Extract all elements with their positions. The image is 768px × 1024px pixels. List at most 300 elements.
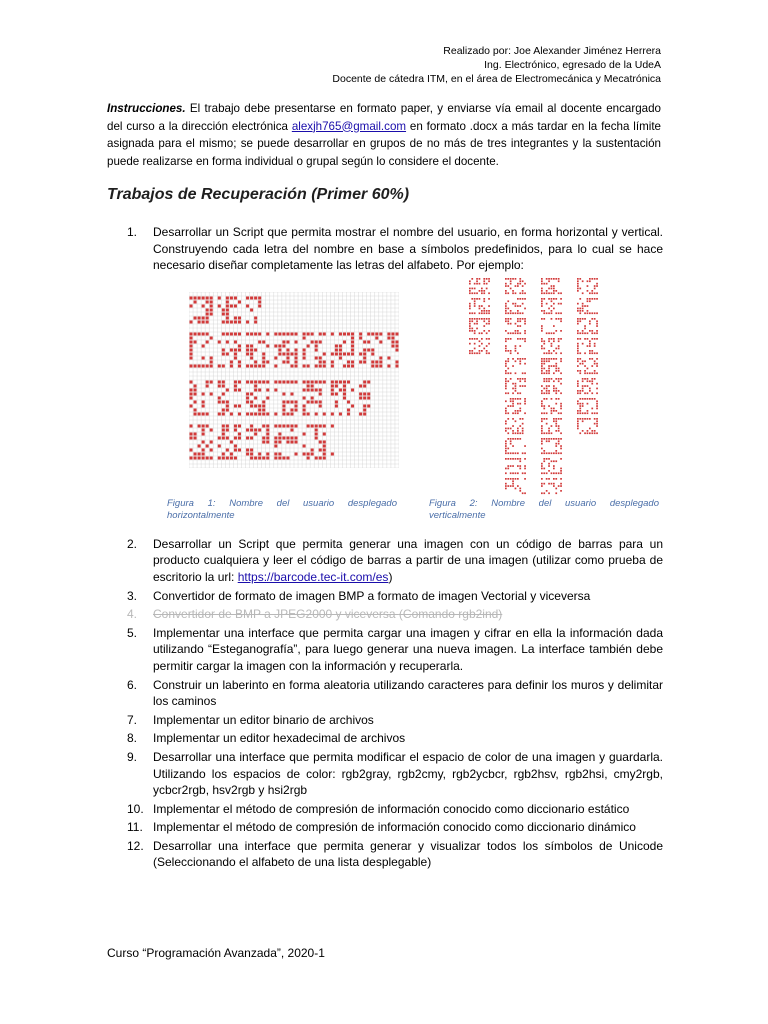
matrix-pixel bbox=[517, 330, 519, 332]
matrix-pixel bbox=[541, 463, 543, 465]
matrix-pixel bbox=[543, 292, 545, 294]
matrix-pixel bbox=[198, 332, 201, 335]
matrix-pixel bbox=[577, 390, 579, 392]
matrix-pixel bbox=[210, 356, 213, 359]
matrix-pixel bbox=[505, 330, 507, 332]
matrix-pixel bbox=[246, 412, 249, 415]
matrix-pixel bbox=[295, 380, 298, 383]
matrix-pixel bbox=[190, 332, 193, 335]
task-text-tail: ) bbox=[388, 569, 393, 584]
matrix-pixel bbox=[315, 428, 318, 431]
matrix-pixel bbox=[206, 320, 209, 323]
matrix-pixel bbox=[479, 278, 481, 280]
matrix-pixel bbox=[546, 472, 548, 474]
matrix-pixel bbox=[371, 352, 374, 355]
matrix-pixel bbox=[486, 283, 488, 285]
matrix-pixel bbox=[517, 478, 519, 480]
author-name: Realizado por: Joe Alexander Jiménez Herrera bbox=[443, 45, 661, 57]
matrix-pixel bbox=[596, 325, 598, 327]
matrix-pixel bbox=[258, 300, 261, 303]
matrix-pixel bbox=[218, 400, 221, 403]
matrix-pixel bbox=[555, 367, 557, 369]
matrix-pixel bbox=[515, 458, 517, 460]
matrix-pixel bbox=[278, 432, 281, 435]
matrix-pixel bbox=[596, 330, 598, 332]
matrix-pixel bbox=[238, 316, 241, 319]
matrix-pixel bbox=[577, 323, 579, 325]
matrix-pixel bbox=[551, 332, 553, 334]
matrix-pixel bbox=[522, 385, 524, 387]
matrix-pixel bbox=[548, 365, 550, 367]
matrix-pixel bbox=[507, 467, 509, 469]
matrix-pixel bbox=[282, 404, 285, 407]
matrix-pixel bbox=[367, 396, 370, 399]
matrix-pixel bbox=[587, 345, 589, 347]
task-text: Implementar una interface que permita cargar una imagen y cifrar en ella la información dada utilizando “Esteganografía”, para luego generar una nueva imagen. La interface también debe permitir cargar la imagen con la información y recuperarla. bbox=[153, 625, 663, 673]
matrix-pixel bbox=[250, 344, 253, 347]
matrix-pixel bbox=[560, 432, 562, 434]
matrix-pixel bbox=[522, 492, 524, 494]
matrix-pixel bbox=[505, 387, 507, 389]
matrix-pixel bbox=[577, 383, 579, 385]
matrix-pixel bbox=[591, 430, 593, 432]
matrix-pixel bbox=[596, 418, 598, 420]
task-text: Implementar el método de compresión de información conocido como diccionario dinámico bbox=[153, 820, 636, 835]
matrix-pixel bbox=[553, 452, 555, 454]
matrix-pixel bbox=[589, 432, 591, 434]
matrix-pixel bbox=[548, 438, 550, 440]
matrix-pixel bbox=[512, 458, 514, 460]
matrix-pixel bbox=[507, 452, 509, 454]
matrix-pixel bbox=[558, 472, 560, 474]
matrix-pixel bbox=[505, 423, 507, 425]
matrix-pixel bbox=[315, 388, 318, 391]
matrix-pixel bbox=[315, 432, 318, 435]
matrix-pixel bbox=[560, 312, 562, 314]
matrix-pixel bbox=[577, 285, 579, 287]
matrix-pixel bbox=[546, 378, 548, 380]
matrix-pixel bbox=[510, 350, 512, 352]
matrix-pixel bbox=[548, 432, 550, 434]
matrix-pixel bbox=[579, 370, 581, 372]
matrix-pixel bbox=[522, 378, 524, 380]
matrix-pixel bbox=[481, 350, 483, 352]
matrix-pixel bbox=[479, 332, 481, 334]
matrix-pixel bbox=[577, 307, 579, 309]
matrix-pixel bbox=[555, 290, 557, 292]
matrix-pixel bbox=[546, 398, 548, 400]
matrix-pixel bbox=[246, 436, 249, 439]
matrix-pixel bbox=[591, 330, 593, 332]
matrix-pixel bbox=[517, 403, 519, 405]
footer-course: Curso “Programación Avanzada”, 2020-1 bbox=[107, 946, 325, 960]
matrix-pixel bbox=[541, 385, 543, 387]
matrix-pixel bbox=[206, 312, 209, 315]
matrix-pixel bbox=[553, 420, 555, 422]
matrix-pixel bbox=[589, 427, 591, 429]
matrix-pixel bbox=[347, 332, 350, 335]
matrix-pixel bbox=[226, 312, 229, 315]
matrix-pixel bbox=[347, 352, 350, 355]
matrix-pixel bbox=[591, 365, 593, 367]
matrix-pixel bbox=[543, 372, 545, 374]
matrix-pixel bbox=[517, 305, 519, 307]
matrix-pixel bbox=[515, 487, 517, 489]
matrix-pixel bbox=[584, 398, 586, 400]
matrix-pixel bbox=[553, 285, 555, 287]
matrix-pixel bbox=[469, 303, 471, 305]
matrix-pixel bbox=[222, 332, 225, 335]
matrix-pixel bbox=[541, 447, 543, 449]
matrix-pixel bbox=[587, 398, 589, 400]
matrix-pixel bbox=[555, 472, 557, 474]
matrix-pixel bbox=[258, 380, 261, 383]
matrix-pixel bbox=[331, 392, 334, 395]
matrix-pixel bbox=[589, 323, 591, 325]
matrix-pixel bbox=[190, 448, 193, 451]
matrix-pixel bbox=[206, 308, 209, 311]
matrix-pixel bbox=[577, 403, 579, 405]
matrix-pixel bbox=[303, 332, 306, 335]
matrix-pixel bbox=[266, 432, 269, 435]
matrix-pixel bbox=[577, 338, 579, 340]
matrix-pixel bbox=[218, 340, 221, 343]
matrix-pixel bbox=[474, 347, 476, 349]
matrix-pixel bbox=[250, 412, 253, 415]
matrix-pixel bbox=[266, 436, 269, 439]
matrix-pixel bbox=[548, 378, 550, 380]
matrix-pixel bbox=[519, 360, 521, 362]
matrix-pixel bbox=[469, 330, 471, 332]
barcode-link[interactable]: https://barcode.tec-it.com/es bbox=[237, 569, 389, 584]
matrix-pixel bbox=[307, 384, 310, 387]
matrix-pixel bbox=[546, 490, 548, 492]
matrix-pixel bbox=[582, 403, 584, 405]
matrix-pixel bbox=[558, 292, 560, 294]
matrix-pixel bbox=[515, 432, 517, 434]
matrix-pixel bbox=[323, 432, 326, 435]
matrix-pixel bbox=[543, 432, 545, 434]
matrix-pixel bbox=[290, 428, 293, 431]
matrix-pixel bbox=[262, 412, 265, 415]
matrix-pixel bbox=[505, 467, 507, 469]
matrix-pixel bbox=[524, 467, 526, 469]
matrix-pixel bbox=[577, 332, 579, 334]
matrix-pixel bbox=[335, 400, 338, 403]
matrix-pixel bbox=[579, 307, 581, 309]
matrix-pixel bbox=[541, 310, 543, 312]
matrix-pixel bbox=[551, 358, 553, 360]
matrix-pixel bbox=[577, 310, 579, 312]
matrix-pixel bbox=[505, 447, 507, 449]
matrix-pixel bbox=[541, 400, 543, 402]
matrix-pixel bbox=[541, 287, 543, 289]
matrix-pixel bbox=[553, 485, 555, 487]
matrix-pixel bbox=[555, 403, 557, 405]
matrix-pixel bbox=[558, 418, 560, 420]
matrix-pixel bbox=[587, 312, 589, 314]
matrix-pixel bbox=[226, 448, 229, 451]
matrix-pixel bbox=[517, 358, 519, 360]
matrix-pixel bbox=[541, 303, 543, 305]
matrix-pixel bbox=[339, 412, 342, 415]
matrix-pixel bbox=[210, 312, 213, 315]
task-item-9 bbox=[107, 749, 663, 799]
matrix-pixel bbox=[274, 412, 277, 415]
matrix-pixel bbox=[190, 296, 193, 299]
matrix-pixel bbox=[250, 348, 253, 351]
matrix-pixel bbox=[589, 418, 591, 420]
matrix-pixel bbox=[194, 432, 197, 435]
matrix-pixel bbox=[351, 388, 354, 391]
matrix-pixel bbox=[519, 467, 521, 469]
matrix-pixel bbox=[596, 298, 598, 300]
matrix-pixel bbox=[274, 436, 277, 439]
matrix-pixel bbox=[481, 292, 483, 294]
matrix-pixel bbox=[474, 300, 476, 302]
matrix-pixel bbox=[510, 372, 512, 374]
matrix-pixel bbox=[555, 420, 557, 422]
matrix-pixel bbox=[222, 352, 225, 355]
matrix-pixel bbox=[596, 412, 598, 414]
matrix-pixel bbox=[278, 456, 281, 459]
matrix-pixel bbox=[553, 467, 555, 469]
matrix-pixel bbox=[541, 392, 543, 394]
matrix-pixel bbox=[254, 348, 257, 351]
matrix-pixel bbox=[582, 343, 584, 345]
matrix-pixel bbox=[507, 338, 509, 340]
task-item-10 bbox=[107, 801, 663, 818]
matrix-pixel bbox=[190, 436, 193, 439]
task-number: 12. bbox=[127, 838, 144, 853]
matrix-pixel bbox=[246, 296, 249, 299]
task-item-1 bbox=[107, 224, 663, 274]
matrix-pixel bbox=[517, 310, 519, 312]
matrix-pixel bbox=[515, 332, 517, 334]
matrix-pixel bbox=[515, 347, 517, 349]
matrix-pixel bbox=[582, 280, 584, 282]
matrix-pixel bbox=[577, 280, 579, 282]
matrix-pixel bbox=[510, 352, 512, 354]
matrix-pixel bbox=[471, 327, 473, 329]
matrix-pixel bbox=[584, 318, 586, 320]
matrix-pixel bbox=[250, 448, 253, 451]
matrix-pixel bbox=[367, 380, 370, 383]
matrix-pixel bbox=[587, 300, 589, 302]
matrix-pixel bbox=[555, 425, 557, 427]
matrix-pixel bbox=[553, 483, 555, 485]
matrix-pixel bbox=[594, 372, 596, 374]
matrix-pixel bbox=[505, 370, 507, 372]
matrix-pixel bbox=[323, 440, 326, 443]
matrix-pixel bbox=[560, 372, 562, 374]
matrix-pixel bbox=[543, 407, 545, 409]
matrix-pixel bbox=[190, 396, 193, 399]
matrix-pixel bbox=[512, 312, 514, 314]
matrix-pixel bbox=[238, 404, 241, 407]
matrix-pixel bbox=[319, 404, 322, 407]
matrix-pixel bbox=[359, 336, 362, 339]
matrix-pixel bbox=[222, 436, 225, 439]
matrix-pixel bbox=[471, 318, 473, 320]
matrix-pixel bbox=[546, 332, 548, 334]
matrix-pixel bbox=[541, 318, 543, 320]
matrix-pixel bbox=[515, 385, 517, 387]
matrix-pixel bbox=[543, 358, 545, 360]
matrix-pixel bbox=[486, 318, 488, 320]
matrix-pixel bbox=[558, 485, 560, 487]
task-number: 6. bbox=[127, 677, 138, 692]
matrix-pixel bbox=[594, 352, 596, 354]
matrix-pixel bbox=[202, 400, 205, 403]
matrix-pixel bbox=[505, 410, 507, 412]
matrix-pixel bbox=[507, 360, 509, 362]
matrix-pixel bbox=[555, 392, 557, 394]
matrix-pixel bbox=[553, 307, 555, 309]
task-text: Construir un laberinto en forma aleatoria utilizando caracteres para definir los muros y delimitar los caminos bbox=[153, 677, 663, 709]
matrix-pixel bbox=[295, 360, 298, 363]
matrix-pixel bbox=[507, 427, 509, 429]
matrix-pixel bbox=[226, 296, 229, 299]
matrix-pixel bbox=[596, 332, 598, 334]
matrix-pixel bbox=[343, 340, 346, 343]
matrix-pixel bbox=[558, 338, 560, 340]
matrix-pixel bbox=[505, 320, 507, 322]
matrix-pixel bbox=[303, 452, 306, 455]
email-link[interactable]: alexjh765@gmail.com bbox=[291, 119, 407, 133]
matrix-pixel bbox=[555, 438, 557, 440]
matrix-pixel bbox=[505, 340, 507, 342]
matrix-pixel bbox=[582, 387, 584, 389]
matrix-pixel bbox=[558, 390, 560, 392]
matrix-pixel bbox=[363, 392, 366, 395]
matrix-pixel bbox=[246, 428, 249, 431]
matrix-pixel bbox=[596, 383, 598, 385]
matrix-pixel bbox=[323, 380, 326, 383]
matrix-pixel bbox=[553, 387, 555, 389]
matrix-pixel bbox=[282, 380, 285, 383]
matrix-pixel bbox=[553, 380, 555, 382]
matrix-pixel bbox=[375, 364, 378, 367]
matrix-pixel bbox=[238, 380, 241, 383]
matrix-pixel bbox=[579, 410, 581, 412]
matrix-pixel bbox=[551, 365, 553, 367]
matrix-pixel bbox=[546, 385, 548, 387]
matrix-pixel bbox=[541, 370, 543, 372]
matrix-pixel bbox=[471, 330, 473, 332]
matrix-pixel bbox=[469, 312, 471, 314]
matrix-pixel bbox=[479, 340, 481, 342]
matrix-pixel bbox=[488, 280, 490, 282]
matrix-pixel bbox=[594, 418, 596, 420]
matrix-pixel bbox=[553, 340, 555, 342]
matrix-pixel bbox=[488, 298, 490, 300]
matrix-pixel bbox=[512, 403, 514, 405]
matrix-pixel bbox=[319, 400, 322, 403]
task-number: 7. bbox=[127, 712, 138, 727]
matrix-pixel bbox=[319, 340, 322, 343]
matrix-pixel bbox=[222, 308, 225, 311]
matrix-pixel bbox=[311, 424, 314, 427]
matrix-pixel bbox=[577, 410, 579, 412]
matrix-pixel bbox=[258, 456, 261, 459]
matrix-pixel bbox=[274, 456, 277, 459]
matrix-pixel bbox=[505, 318, 507, 320]
matrix-pixel bbox=[577, 358, 579, 360]
matrix-pixel bbox=[222, 364, 225, 367]
matrix-pixel bbox=[262, 352, 265, 355]
matrix-pixel bbox=[367, 404, 370, 407]
matrix-pixel bbox=[479, 352, 481, 354]
matrix-pixel bbox=[469, 338, 471, 340]
matrix-pixel bbox=[359, 332, 362, 335]
matrix-pixel bbox=[560, 338, 562, 340]
matrix-pixel bbox=[560, 478, 562, 480]
task-number: 4. bbox=[127, 607, 138, 622]
matrix-pixel bbox=[579, 320, 581, 322]
matrix-pixel bbox=[198, 444, 201, 447]
matrix-pixel bbox=[541, 298, 543, 300]
matrix-pixel bbox=[594, 430, 596, 432]
matrix-pixel bbox=[579, 332, 581, 334]
matrix-pixel bbox=[510, 465, 512, 467]
matrix-pixel bbox=[524, 380, 526, 382]
matrix-pixel bbox=[591, 318, 593, 320]
matrix-pixel bbox=[246, 332, 249, 335]
matrix-pixel bbox=[250, 404, 253, 407]
matrix-pixel bbox=[587, 372, 589, 374]
matrix-pixel bbox=[543, 343, 545, 345]
matrix-pixel bbox=[476, 278, 478, 280]
matrix-pixel bbox=[553, 438, 555, 440]
matrix-pixel bbox=[577, 347, 579, 349]
matrix-pixel bbox=[541, 340, 543, 342]
matrix-pixel bbox=[541, 427, 543, 429]
matrix-pixel bbox=[476, 320, 478, 322]
matrix-pixel bbox=[596, 283, 598, 285]
matrix-pixel bbox=[222, 312, 225, 315]
matrix-pixel bbox=[505, 363, 507, 365]
matrix-pixel bbox=[290, 364, 293, 367]
matrix-pixel bbox=[226, 400, 229, 403]
matrix-pixel bbox=[553, 350, 555, 352]
matrix-pixel bbox=[524, 445, 526, 447]
matrix-pixel bbox=[469, 292, 471, 294]
matrix-pixel bbox=[505, 472, 507, 474]
matrix-pixel bbox=[202, 392, 205, 395]
matrix-pixel bbox=[524, 478, 526, 480]
matrix-pixel bbox=[190, 344, 193, 347]
matrix-pixel bbox=[210, 360, 213, 363]
matrix-pixel bbox=[222, 432, 225, 435]
matrix-pixel bbox=[507, 465, 509, 467]
matrix-pixel bbox=[555, 387, 557, 389]
matrix-pixel bbox=[591, 292, 593, 294]
matrix-pixel bbox=[596, 365, 598, 367]
matrix-pixel bbox=[589, 292, 591, 294]
matrix-pixel bbox=[479, 350, 481, 352]
matrix-pixel bbox=[230, 304, 233, 307]
matrix-pixel bbox=[560, 407, 562, 409]
matrix-pixel bbox=[522, 285, 524, 287]
matrix-pixel bbox=[295, 452, 298, 455]
matrix-pixel bbox=[591, 392, 593, 394]
matrix-pixel bbox=[488, 320, 490, 322]
matrix-pixel bbox=[582, 307, 584, 309]
matrix-pixel bbox=[307, 412, 310, 415]
matrix-pixel bbox=[548, 430, 550, 432]
matrix-pixel bbox=[234, 388, 237, 391]
